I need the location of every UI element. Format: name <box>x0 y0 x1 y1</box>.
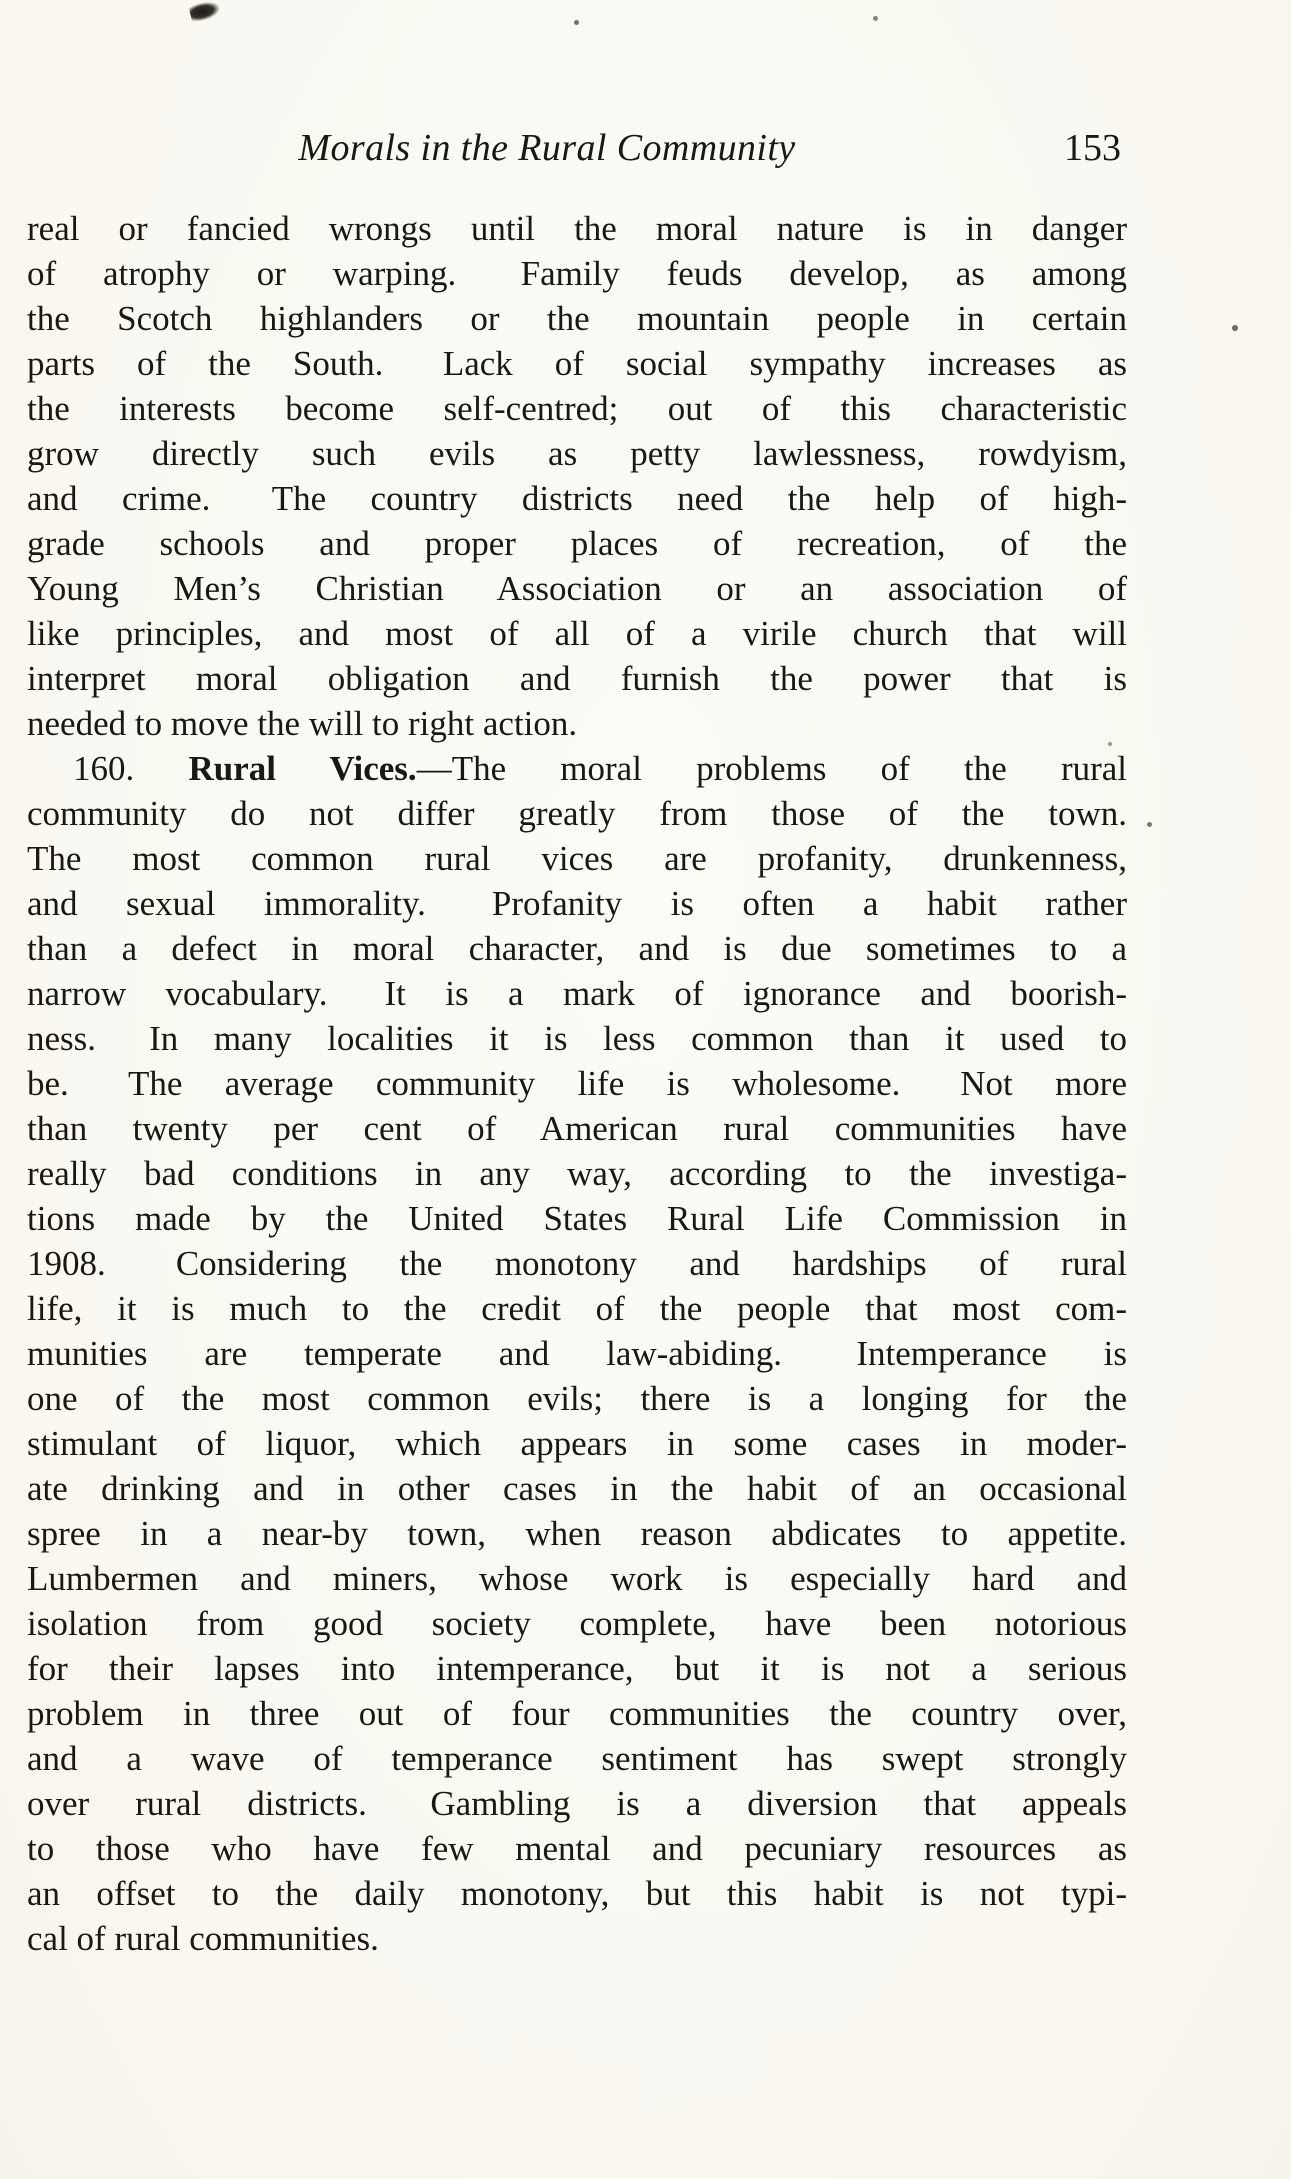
text-line: life, it is much to the credit of the people that most com- <box>27 1289 1127 1328</box>
text-line: isolation from good society complete, have been notorious <box>27 1604 1127 1643</box>
running-header-title: Morals in the Rural Community <box>298 127 796 169</box>
text-line: the interests become self-centred; out of this characteristic <box>27 389 1127 428</box>
text-line: real or fancied wrongs until the moral nature is in danger <box>27 209 1127 248</box>
text-line: Young Men’s Christian Association or an association of <box>27 569 1127 608</box>
scan-speck-artifact <box>1232 325 1238 331</box>
running-header <box>27 124 1127 172</box>
text-line: one of the most common evils; there is a longing for the <box>27 1379 1127 1418</box>
text-line: of atrophy or warping. Family feuds develop, as among <box>27 254 1127 293</box>
text-line: munities are temperate and law-abiding. Intemperance is <box>27 1334 1127 1373</box>
page-body-text <box>27 206 1127 1961</box>
text-line: an offset to the daily monotony, but this habit is not typi- <box>27 1874 1127 1913</box>
text-line: needed to move the will to right action. <box>27 704 578 743</box>
text-line: like principles, and most of all of a virile church that will <box>27 614 1127 653</box>
text-line: the Scotch highlanders or the mountain people in certain <box>27 299 1127 338</box>
page-number: 153 <box>1064 127 1121 169</box>
text-line: to those who have few mental and pecuniary resources as <box>27 1829 1127 1868</box>
text-line: for their lapses into intemperance, but it is not a serious <box>27 1649 1127 1688</box>
text-line: The most common rural vices are profanity, drunkenness, <box>27 839 1127 878</box>
text-line: grow directly such evils as petty lawlessness, rowdyism, <box>27 434 1127 473</box>
text-line: and crime. The country districts need the help of high- <box>27 479 1127 518</box>
text-line: really bad conditions in any way, according to the investiga- <box>27 1154 1127 1193</box>
text-line: problem in three out of four communities the country over, <box>27 1694 1127 1733</box>
text-line: interpret moral obligation and furnish the power that is <box>27 659 1127 698</box>
text-line: stimulant of liquor, which appears in some cases in moder- <box>27 1424 1127 1463</box>
text-line: spree in a near-by town, when reason abdicates to appetite. <box>27 1514 1127 1553</box>
text-line: community do not differ greatly from those of the town. <box>27 794 1127 833</box>
section-number: 160. <box>73 749 135 788</box>
text-line: tions made by the United States Rural Life Commission in <box>27 1199 1127 1238</box>
text-line: Lumbermen and miners, whose work is especially hard and <box>27 1559 1127 1598</box>
section-heading: Rural Vices. <box>188 749 417 788</box>
text-line: and sexual immorality. Profanity is often a habit rather <box>27 884 1127 923</box>
section-opening-text: —The moral problems of the rural <box>416 749 1128 788</box>
text-line: ate drinking and in other cases in the habit of an occasional <box>27 1469 1127 1508</box>
text-line: ness. In many localities it is less common than it used to <box>27 1019 1127 1058</box>
text-line: cal of rural communities. <box>27 1919 379 1958</box>
scan-speck-artifact <box>873 16 878 21</box>
text-line: narrow vocabulary. It is a mark of ignorance and boorish- <box>27 974 1127 1013</box>
text-line: grade schools and proper places of recreation, of the <box>27 524 1127 563</box>
text-line: be. The average community life is wholesome. Not more <box>27 1064 1127 1103</box>
scan-speck-artifact <box>1147 822 1152 827</box>
text-line: than twenty per cent of American rural communities have <box>27 1109 1127 1148</box>
section-opening-line <box>27 746 1127 791</box>
scan-speck-artifact <box>574 20 579 25</box>
text-line: over rural districts. Gambling is a diversion that appeals <box>27 1784 1127 1823</box>
text-line: and a wave of temperance sentiment has swept strongly <box>27 1739 1127 1778</box>
text-line: than a defect in moral character, and is due sometimes to a <box>27 929 1127 968</box>
text-line: parts of the South. Lack of social sympathy increases as <box>27 344 1127 383</box>
text-column <box>27 124 1127 1961</box>
text-line: 1908. Considering the monotony and hardships of rural <box>27 1244 1127 1283</box>
ink-smudge-artifact <box>188 0 221 23</box>
